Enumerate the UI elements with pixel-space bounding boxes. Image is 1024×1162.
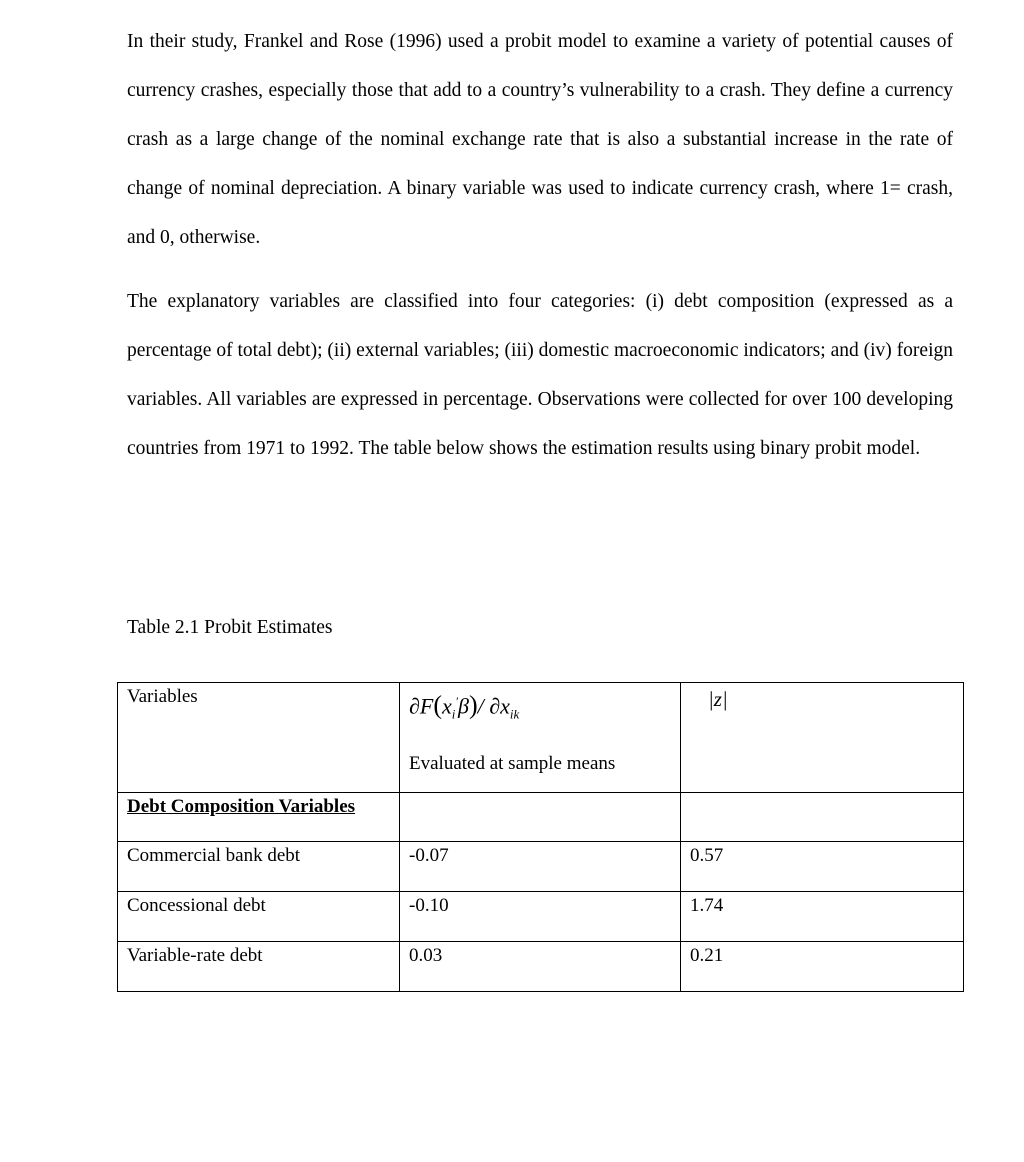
section-row: [118, 793, 964, 842]
table-row: [118, 842, 964, 892]
effect-value: 0.03: [409, 945, 443, 966]
variable-name: Commercial bank debt: [127, 845, 301, 866]
abs-z-symbol: |z|: [708, 687, 728, 711]
section-title: Debt Composition Variables: [127, 796, 356, 817]
empty-cell: [681, 793, 964, 842]
table-row: [118, 892, 964, 942]
section-title-cell: [118, 793, 400, 842]
header-z-cell: [681, 683, 964, 793]
effect-cell: [400, 892, 681, 942]
variable-name: Concessional debt: [127, 895, 266, 916]
header-variables-cell: [118, 683, 400, 793]
table-caption: Table 2.1 Probit Estimates: [127, 617, 333, 638]
table-row: [118, 942, 964, 992]
effect-value: -0.10: [409, 895, 449, 916]
z-value: 0.21: [690, 945, 724, 966]
probit-estimates-table: [117, 682, 964, 992]
variable-cell: [118, 942, 400, 992]
z-cell: [681, 942, 964, 992]
marginal-effect-formula: $\partial F(x_i'\beta)/$ $\partial x_{ik}$: [409, 690, 520, 722]
variable-cell: [118, 842, 400, 892]
header-marginal-effect-cell: [400, 683, 681, 793]
z-value: 1.74: [690, 895, 724, 916]
variable-name: Variable-rate debt: [127, 945, 263, 966]
effect-value: -0.07: [409, 845, 449, 866]
marginal-effect-note: Evaluated at sample means: [409, 752, 616, 774]
intro-paragraph-1: In their study, Frankel and Rose (1996) used a probit model to examine a variety of potential causes of currency crashes, especially those that add to a country’s vulnerability to a crash. They define a currency crash as a large change of the nominal exchange rate that is also a substantial increase in the rate of change of nominal depreciation. A binary variable was used to indicate currency crash, where 1= crash, and 0, otherwise.: [127, 31, 953, 248]
z-cell: [681, 892, 964, 942]
z-cell: [681, 842, 964, 892]
variable-cell: [118, 892, 400, 942]
effect-cell: [400, 942, 681, 992]
table-header-row: [118, 683, 964, 793]
intro-paragraph-2: The explanatory variables are classified into four categories: (i) debt composition (expressed as a percentage of total debt); (ii) external variables; (iii) domestic macroeconomic indicators; and (iv) foreign variables. All variables are expressed in percentage. Observations were collected for over 100 developing countries from 1971 to 1992. The table below shows the estimation results using binary probit model.: [127, 291, 953, 459]
empty-cell: [400, 793, 681, 842]
z-value: 0.57: [690, 845, 724, 866]
effect-cell: [400, 842, 681, 892]
header-variables-label: Variables: [127, 686, 198, 707]
